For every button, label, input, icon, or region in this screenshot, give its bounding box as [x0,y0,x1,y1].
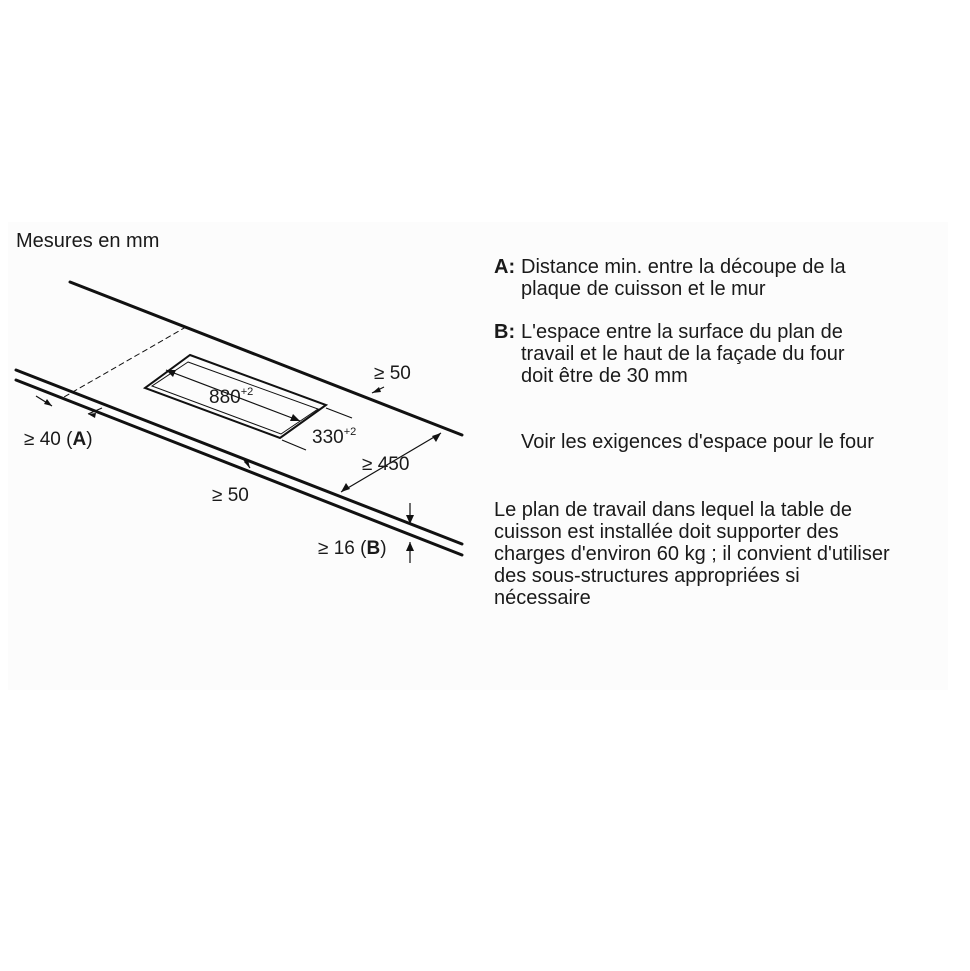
depth-label: ≥ 450 [362,454,410,475]
wall-distance-arrow-left [44,399,52,406]
depth-arrow-bottom [341,483,350,492]
wall-distance-label: ≥ 40 (A) [24,429,93,450]
load-bearing-note: Le plan de travail dans lequel la table de cuisson est installée doit supporter des charges d'environ 60 kg ; il convient d'utiliser des sous-structures appropriées si nécessaire [494,499,890,609]
measure-unit-caption: Mesures en mm [16,230,160,252]
depth-arrow-top [432,433,441,442]
worktop-thickness-label: ≥ 16 (B) [318,538,387,559]
legend-text-b: L'espace entre la surface du plan de travail et le haut de la façade du four doit être de 30 mm [521,321,845,387]
cutout-length-arrow-right [290,414,300,421]
legend-letter-b: B: [494,321,516,343]
legend-letter-a: A: [494,256,516,278]
oven-space-text: Voir les exigences d'espace pour le four [521,431,874,453]
cutout-length-label: $880^{+2}$ [209,386,254,408]
back-edge-label: ≥ 50 [374,363,411,384]
front-edge-label: ≥ 50 [212,485,249,506]
cutout-width-label: $330^{+2}$ [312,426,357,448]
legend-text-a: Distance min. entre la découpe de la plaque de cuisson et le mur [521,256,846,300]
wall-projection-line [64,327,186,397]
cutout-width-tick-2 [282,440,306,450]
worktop-back-edge [70,282,462,435]
cutout-width-tick [326,408,352,418]
thickness-arrow-bottom [406,542,414,551]
back-edge-arrow [372,387,381,393]
